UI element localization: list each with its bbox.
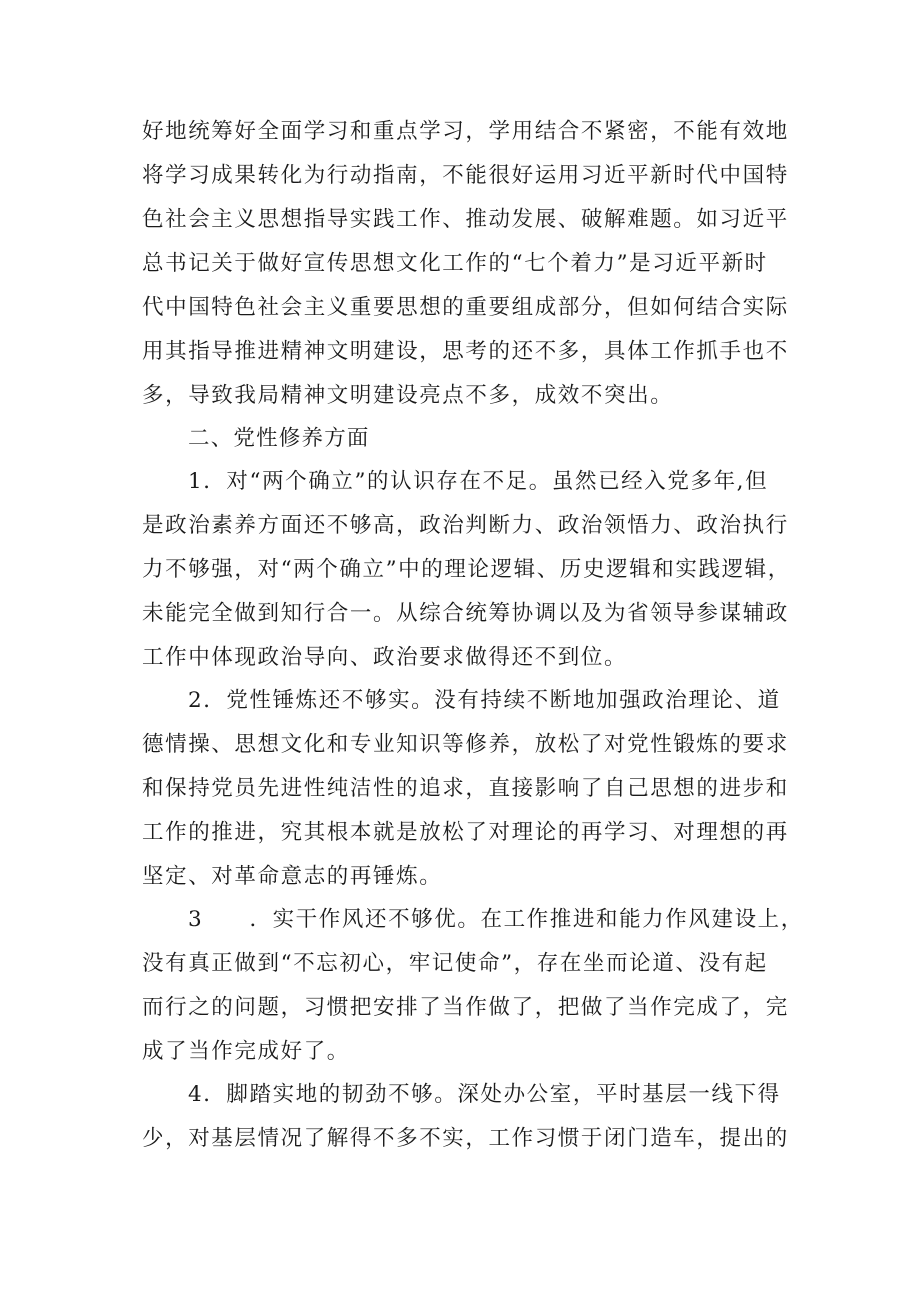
- text-line: 将学习成果转化为行动指南，不能很好运用习近平新时代中国特: [142, 163, 789, 188]
- text-line: 未能完全做到知行合一。从综合统筹协调以及为省领导参谋辅政: [142, 601, 789, 626]
- text-line: 工作中体现政治导向、政治要求做得还不到位。: [142, 645, 628, 670]
- text-line: 多，导致我局精神文明建设亮点不多，成效不突出。: [142, 383, 674, 408]
- section-heading: 二、党性修养方面: [188, 426, 370, 451]
- text-line: 色社会主义思想指导实践工作、推动发展、破解难题。如习近平: [142, 207, 789, 232]
- text-line: 少，对基层情况了解得不多不实，工作习惯于闭门造车，提出的: [142, 1126, 789, 1151]
- paragraph-first-line: 1．对“两个确立”的认识存在不足。虽然已经入党多年,但: [188, 469, 769, 494]
- text-line: 力不够强，对“两个确立”中的理论逻辑、历史逻辑和实践逻辑，: [142, 557, 791, 582]
- text-line: 用其指导推进精神文明建设，思考的还不多，具体工作抓手也不: [142, 339, 789, 364]
- text-line: 工作的推进，究其根本就是放松了对理论的再学习、对理想的再: [142, 820, 789, 845]
- text-line: 成了当作完成好了。: [142, 1039, 350, 1064]
- paragraph-first-line: 4．脚踏实地的韧劲不够。深处办公室，平时基层一线下得: [188, 1082, 781, 1107]
- text-line: 和保持党员先进性纯洁性的追求，直接影响了自己思想的进步和: [142, 776, 789, 801]
- paragraph-first-line: 2．党性锤炼还不够实。没有持续不断地加强政治理论、道: [188, 688, 781, 713]
- text-line: 好地统筹好全面学习和重点学习，学用结合不紧密，不能有效地: [142, 119, 789, 144]
- text-line: 总书记关于做好宣传思想文化工作的“七个着力”是习近平新时: [142, 251, 768, 276]
- text-line: 德情操、思想文化和专业知识等修养，放松了对党性锻炼的要求: [142, 732, 789, 757]
- text-line: 坚定、对革命意志的再锤炼。: [142, 864, 443, 889]
- paragraph-first-line: 3 ．实干作风还不够优。在工作推进和能力作风建设上，: [188, 907, 804, 932]
- text-line: 代中国特色社会主义重要思想的重要组成部分，但如何结合实际: [142, 295, 789, 320]
- text-line: 而行之的问题，习惯把安排了当作做了，把做了当作完成了，完: [142, 995, 789, 1020]
- text-line: 是政治素养方面还不够高，政治判断力、政治领悟力、政治执行: [142, 513, 789, 538]
- text-line: 没有真正做到“不忘初心，牢记使命”，存在坐而论道、没有起: [142, 951, 768, 976]
